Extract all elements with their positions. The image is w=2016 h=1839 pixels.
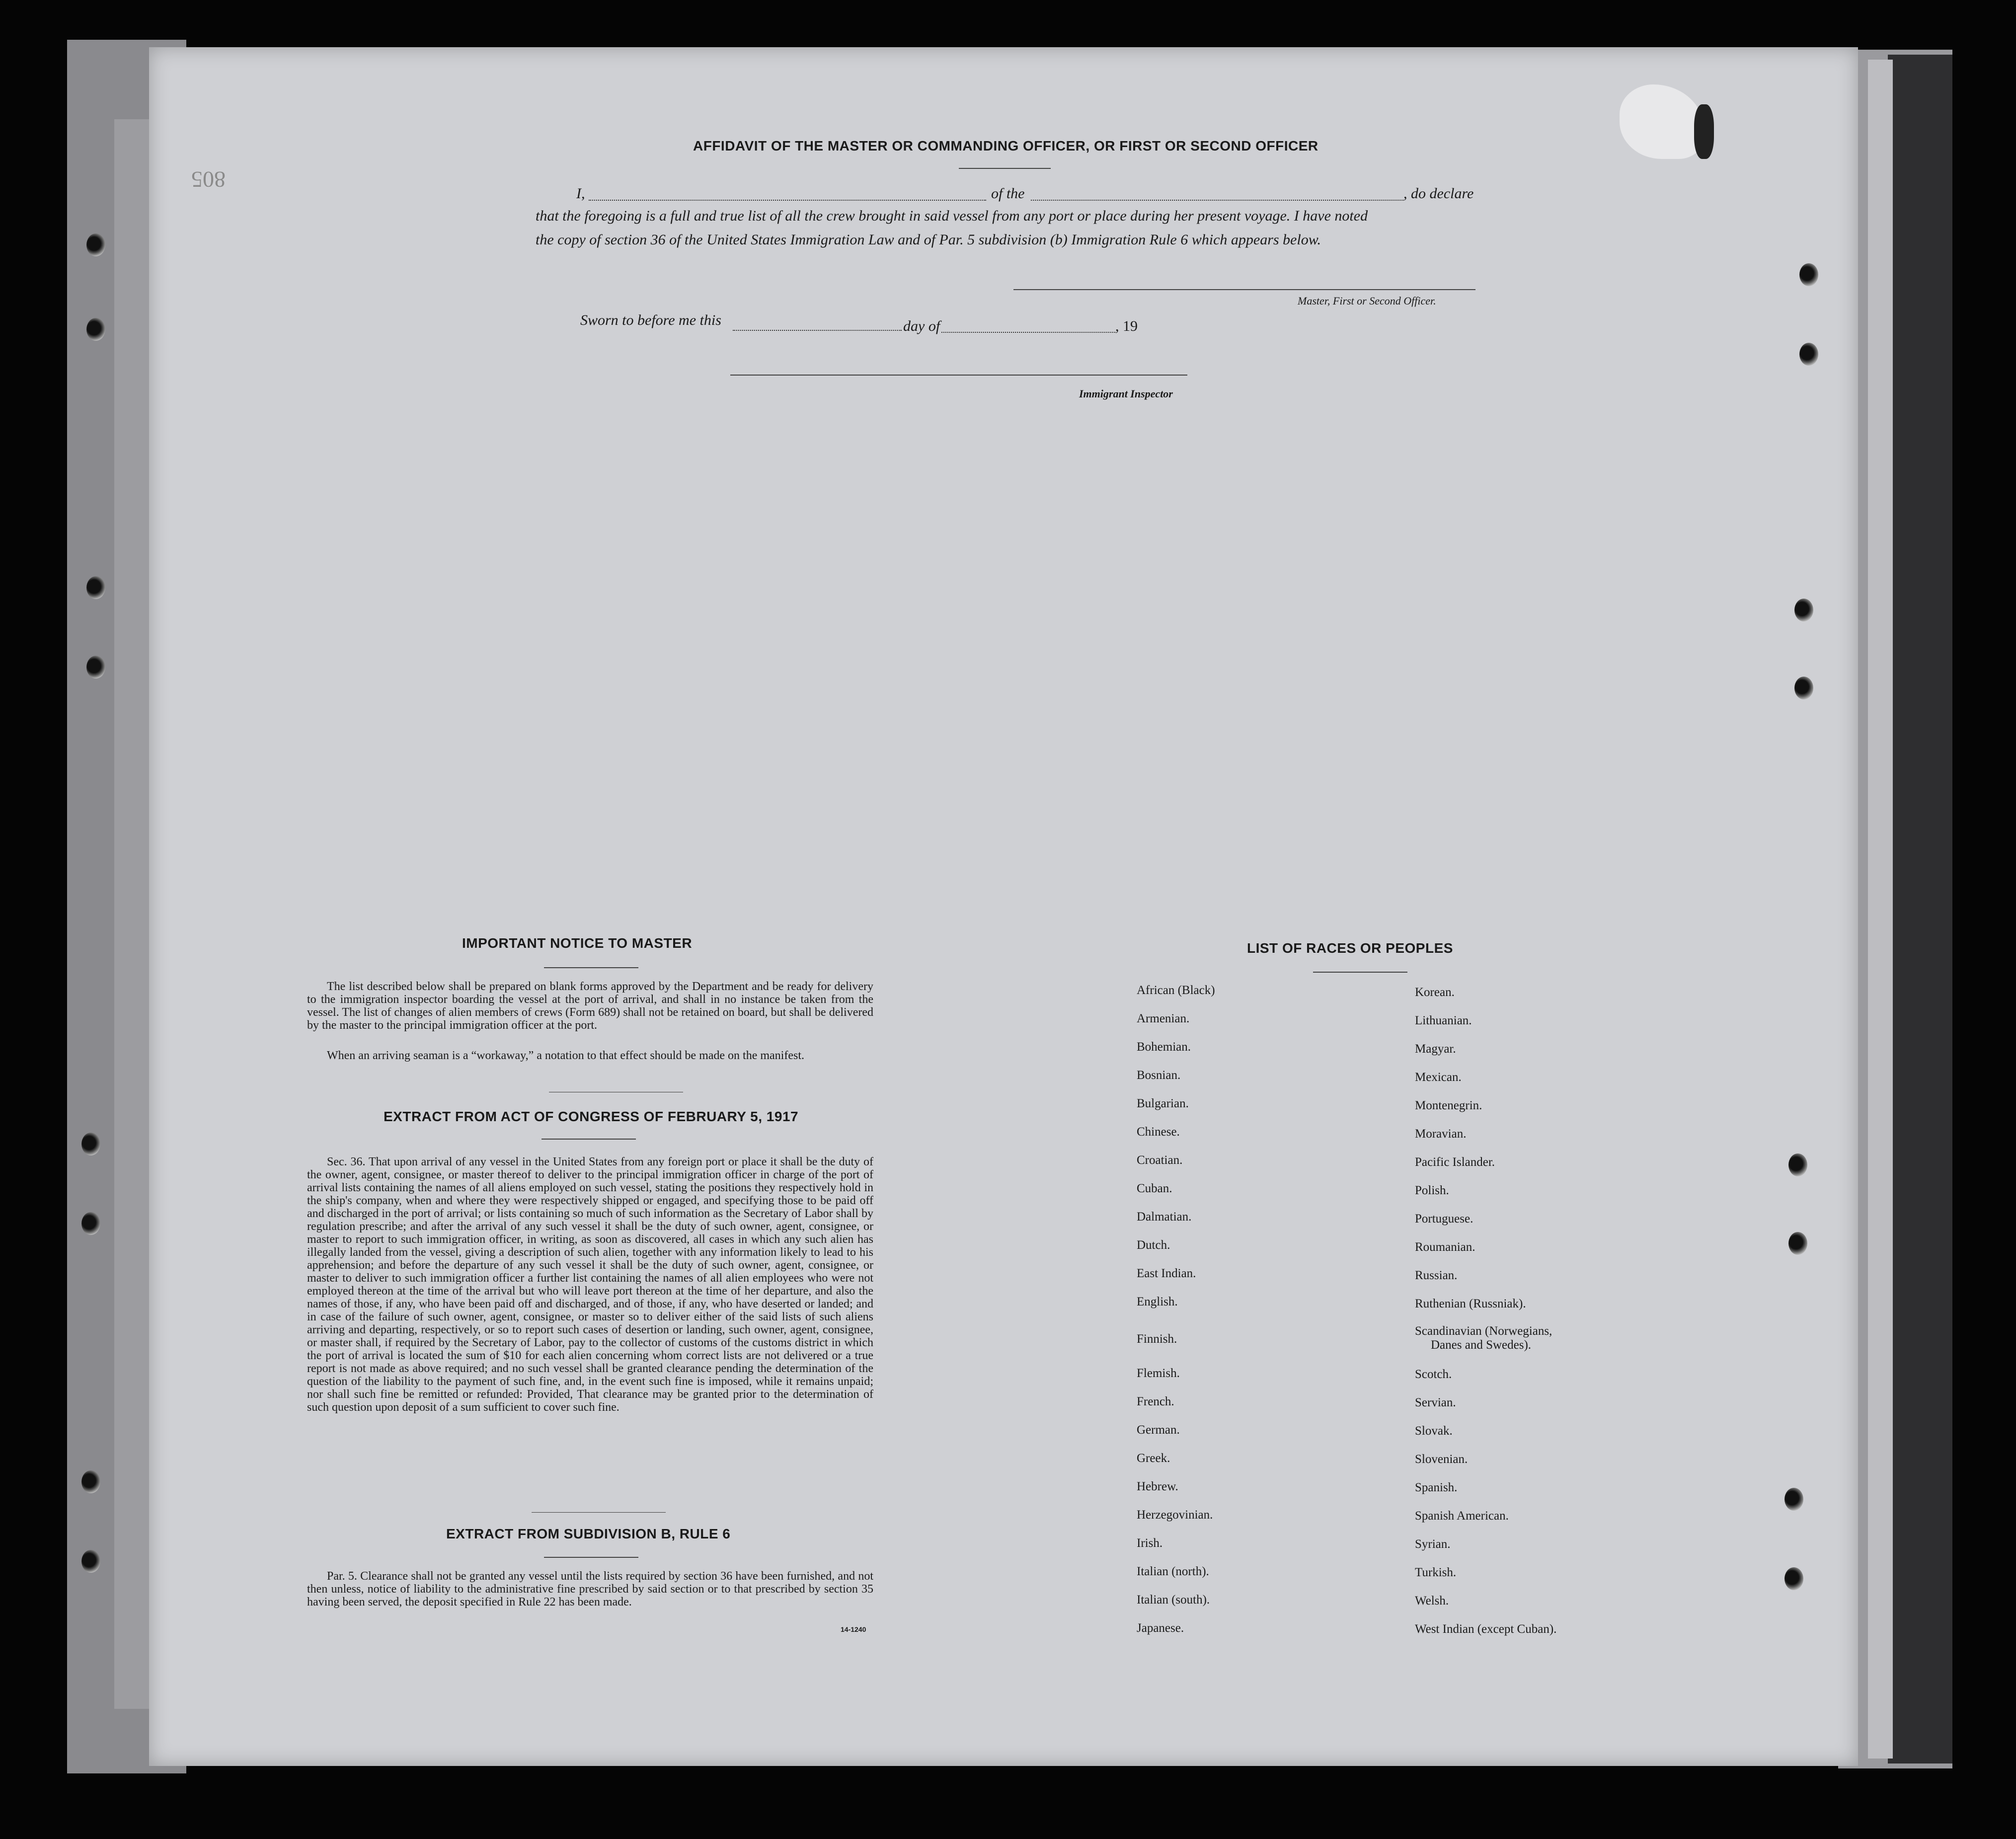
punch-hole	[81, 1133, 100, 1155]
race-item: Bohemian.	[1137, 1040, 1191, 1054]
race-item: Dalmatian.	[1137, 1210, 1192, 1224]
race-item: Portuguese.	[1415, 1212, 1473, 1226]
races-title: LIST OF RACES OR PEOPLES	[1247, 940, 1453, 956]
affidavit-title: AFFIDAVIT OF THE MASTER OR COMMANDING OFFICER, OR FIRST OR SECOND OFFICER	[693, 138, 1318, 153]
punch-hole	[1799, 263, 1818, 286]
punch-hole	[86, 318, 105, 341]
race-item: Russian.	[1415, 1269, 1458, 1282]
race-item: Roumanian.	[1415, 1240, 1475, 1254]
sworn-label: Sworn to before me this	[580, 312, 721, 328]
punch-hole	[1794, 677, 1813, 699]
race-item: Syrian.	[1415, 1537, 1451, 1551]
affidavit-name-field[interactable]	[589, 200, 986, 201]
race-item: Italian (north).	[1137, 1565, 1209, 1578]
race-item: East Indian.	[1137, 1267, 1196, 1280]
affidavit-of-the-label: of the	[991, 185, 1025, 202]
race-item: Turkish.	[1415, 1566, 1457, 1579]
affidavit-text-line1: that the foregoing is a full and true list of all the crew brought in said vessel from any port or place during her present voyage. I have noted	[536, 208, 1368, 224]
year-label: , 19	[1115, 318, 1138, 334]
race-item: Irish.	[1137, 1536, 1163, 1550]
punch-hole	[1788, 1232, 1807, 1255]
sworn-month-field[interactable]	[941, 332, 1115, 333]
race-item: Cuban.	[1137, 1182, 1172, 1195]
race-item: Lithuanian.	[1415, 1014, 1472, 1027]
affidavit-title-rule	[959, 168, 1051, 169]
race-item: Slovak.	[1415, 1424, 1453, 1438]
master-signature-line[interactable]	[1013, 289, 1475, 290]
race-item: Croatian.	[1137, 1153, 1183, 1167]
punch-hole	[1799, 343, 1818, 366]
left-binding-strip	[114, 119, 149, 1709]
extract-act-title: EXTRACT FROM ACT OF CONGRESS OF FEBRUARY 5, 1917	[384, 1109, 799, 1124]
race-item: Armenian.	[1137, 1012, 1190, 1025]
race-item: West Indian (except Cuban).	[1415, 1622, 1557, 1636]
torn-corner-shadow	[1694, 104, 1714, 159]
extract-act-divider	[532, 1512, 666, 1513]
punch-hole	[86, 233, 105, 256]
race-item: Dutch.	[1137, 1238, 1170, 1252]
manifest-page	[149, 47, 1858, 1766]
race-item: Chinese.	[1137, 1125, 1180, 1139]
race-item: Flemish.	[1137, 1367, 1180, 1380]
affidavit-vessel-field[interactable]	[1031, 200, 1403, 201]
extract-rule-text: Par. 5. Clearance shall not be granted any vessel until the lists required by section 36 have been furnished, and not then unless, notice of liability to the administrative fine prescribed by said section or to that prescribed by section 35 having been served, the deposit specified in Rule 22 has been made.	[307, 1570, 873, 1609]
back-sheet-right-light	[1868, 60, 1893, 1759]
race-item: Pacific Islander.	[1415, 1155, 1495, 1169]
punch-hole	[81, 1212, 100, 1235]
punch-hole	[86, 656, 105, 679]
sworn-day-field[interactable]	[733, 330, 902, 331]
race-item: Italian (south).	[1137, 1593, 1210, 1607]
master-signature-label: Master, First or Second Officer.	[1298, 295, 1436, 307]
race-item: Bosnian.	[1137, 1069, 1181, 1082]
day-of-label: day of	[903, 318, 940, 334]
races-title-rule	[1313, 972, 1407, 973]
inspector-label: Immigrant Inspector	[1079, 387, 1173, 400]
race-item: Ruthenian (Russniak).	[1415, 1297, 1526, 1310]
race-item: Magyar.	[1415, 1042, 1456, 1056]
extract-act-text: Sec. 36. That upon arrival of any vessel in the United States from any foreign port or place it shall be the duty of the owner, agent, consignee, or master thereof to deliver to the principal immigration officer in charge of the port of arrival lists containing the names of all aliens employed on such vessel, stating the positions they respectively hold in the ship's company, when and where they were respectively shipped or engaged, and specifying those to be paid off and discharged in the port of arrival; or lists containing so much of such information as the Secretary of Labor shall by regulation prescribe; and after the arrival of any such vessel it shall be the duty of such owner, agent, consignee, or master to report to such immigration officer, in writing, as soon as discovered, all cases in which any such alien has illegally landed from the vessel, giving a description of such alien, together with any information likely to lead to his apprehension; and before the departure of any such vessel it shall be the duty of such owner, agent, consignee, or master to deliver to such immigration officer a further list containing the names of all alien employees who were not employed thereon at the time of the arrival but who will leave port thereon at the time of her departure, and also the names of those, if any, who have been paid off and discharged, and of those, if any, who have deserted or landed; and in case of the failure of such owner, agent, consignee, or master so to deliver either of the said lists of such aliens arriving and departing, respectively, or so to report such cases of desertion or landing, such owner, agent, consignee, or master shall, if required by the Secretary of Labor, pay to the collector of customs of the customs district in which the port of arrival is located the sum of $10 for each alien concerning whom correct lists are not delivered or a true report is not made as above required; and no such vessel shall be granted clearance pending the determination of the question of the liability to the payment of such fine, and, in the event such fine is imposed, while it remains unpaid; nor shall such fine be remitted or refunded: Provided, That clearance may be granted prior to the determination of such question upon deposit of a sum sufficient to cover such fine.	[307, 1155, 873, 1414]
notice-para2: When an arriving seaman is a “workaway,” a notation to that effect should be made on the manifest.	[327, 1049, 804, 1062]
affidavit-declare-label: , do declare	[1403, 185, 1474, 202]
notice-para1: The list described below shall be prepared on blank forms approved by the Department and be ready for delivery to the immigration inspector boarding the vessel at the port of arrival, and shall in no instance be taken from the vessel. The list of changes of alien members of crews (Form 689) shall not be retained on board, but shall be delivered by the master to the principal immigration officer at the port.	[307, 980, 873, 1032]
race-item: Spanish American.	[1415, 1509, 1509, 1523]
race-item: Welsh.	[1415, 1594, 1449, 1608]
extract-act-title-rule	[542, 1139, 636, 1140]
race-item: Danes and Swedes).	[1431, 1338, 1532, 1352]
race-item: Herzegovinian.	[1137, 1508, 1213, 1522]
punch-hole	[81, 1470, 100, 1493]
race-item: Polish.	[1415, 1184, 1449, 1197]
race-item: English.	[1137, 1295, 1178, 1308]
race-item: African (Black)	[1137, 984, 1215, 997]
race-item: Greek.	[1137, 1452, 1170, 1465]
race-item: Hebrew.	[1137, 1480, 1178, 1493]
notice-title: IMPORTANT NOTICE TO MASTER	[462, 935, 693, 951]
punch-hole	[1784, 1488, 1803, 1511]
back-sheet-right-dark	[1888, 55, 1952, 1763]
notice-title-rule	[544, 967, 638, 968]
race-item: Servian.	[1415, 1396, 1456, 1409]
race-item: Japanese.	[1137, 1621, 1184, 1635]
race-item: Slovenian.	[1415, 1453, 1468, 1466]
race-item: Mexican.	[1415, 1071, 1462, 1084]
extract-rule-title: EXTRACT FROM SUBDIVISION B, RULE 6	[446, 1526, 731, 1541]
race-item: Scandinavian (Norwegians,	[1415, 1324, 1552, 1338]
race-item: Bulgarian.	[1137, 1097, 1189, 1110]
race-item: French.	[1137, 1395, 1174, 1408]
race-item: Scotch.	[1415, 1368, 1452, 1381]
inspector-signature-line[interactable]	[730, 375, 1187, 376]
form-number: 14-1240	[841, 1625, 866, 1633]
race-item: Montenegrin.	[1415, 1099, 1482, 1112]
race-item: Moravian.	[1415, 1127, 1467, 1141]
race-item: Finnish.	[1137, 1332, 1177, 1346]
punch-hole	[86, 576, 105, 599]
affidavit-text-line2: the copy of section 36 of the United States Immigration Law and of Par. 5 subdivision (b) Immigration Rule 6 which appears below.	[536, 231, 1321, 248]
extract-rule-title-rule	[544, 1557, 638, 1558]
race-item: Spanish.	[1415, 1481, 1458, 1494]
punch-hole	[1794, 599, 1813, 621]
punch-hole	[1784, 1567, 1803, 1590]
punch-hole	[1788, 1153, 1807, 1176]
race-item: Korean.	[1415, 986, 1455, 999]
margin-mark: 805	[191, 167, 226, 192]
race-item: German.	[1137, 1423, 1180, 1437]
affidavit-i-label: I,	[576, 185, 585, 202]
punch-hole	[81, 1550, 100, 1573]
